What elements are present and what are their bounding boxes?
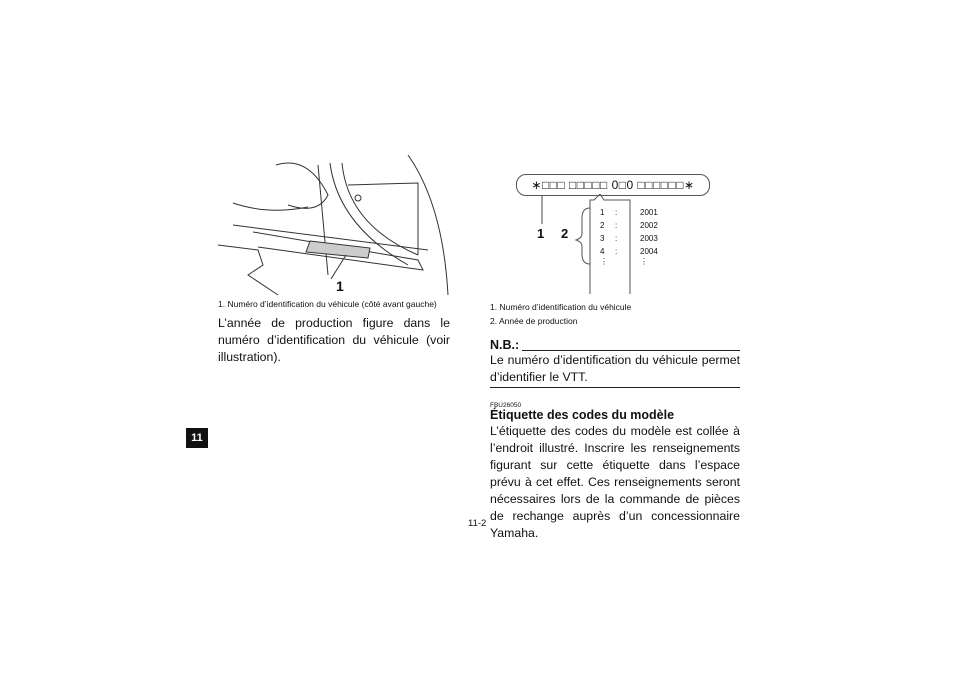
caption-2: 2. Année de production [490, 316, 578, 326]
year-code: 2 [600, 221, 605, 230]
year: 2003 [640, 234, 658, 243]
colon: : [615, 247, 618, 256]
year: 2002 [640, 221, 658, 230]
chapter-tab: 11 [186, 428, 208, 448]
figure-caption: 1. Numéro d’identification du véhicule (côté avant gauche) [218, 299, 437, 309]
caption-1: 1. Numéro d’identification du véhicule [490, 302, 632, 312]
callout-1: 1 [537, 226, 545, 241]
note-label: N.B.: [490, 338, 520, 352]
year-code: 3 [600, 234, 605, 243]
colon: : [615, 234, 618, 243]
year-ellipsis: ⋮ ⋮ [600, 257, 648, 266]
year: 2004 [640, 247, 658, 256]
section-title: Étiquette des codes du modèle [490, 408, 675, 422]
year: 2001 [640, 208, 658, 217]
year-row [600, 208, 680, 221]
vin-code-string: ∗□□□ □□□□□ 0□0 □□□□□□∗ [516, 174, 710, 196]
year-code: 1 [600, 208, 605, 217]
divider [490, 387, 740, 388]
year-table [600, 208, 680, 272]
divider [522, 350, 740, 351]
production-year-paragraph: L’année de production figure dans le numéro d’identification du véhicule (voir illustration). [218, 316, 450, 364]
callout-1: 1 [336, 278, 344, 294]
section-code: FBU26050 [490, 402, 522, 409]
note-text: Le numéro d’identification du véhicule permet d’identifier le VTT. [490, 353, 740, 384]
page-number: 11-2 [468, 518, 487, 529]
colon: : [615, 221, 618, 230]
colon: : [615, 208, 618, 217]
section-text: L’étiquette des codes du modèle est collée à l’endroit illustré. Inscrire les renseignements figurant sur cette étiquette dans l’espace prévu à cet effet. Ces renseignements seront nécessaires lors de la commande de pièces de rechange auprès d’un concessionnaire Yamaha. [490, 424, 740, 540]
year-row [600, 234, 680, 247]
year-row [600, 221, 680, 234]
callout-2: 2 [561, 226, 569, 241]
year-code: 4 [600, 247, 605, 256]
